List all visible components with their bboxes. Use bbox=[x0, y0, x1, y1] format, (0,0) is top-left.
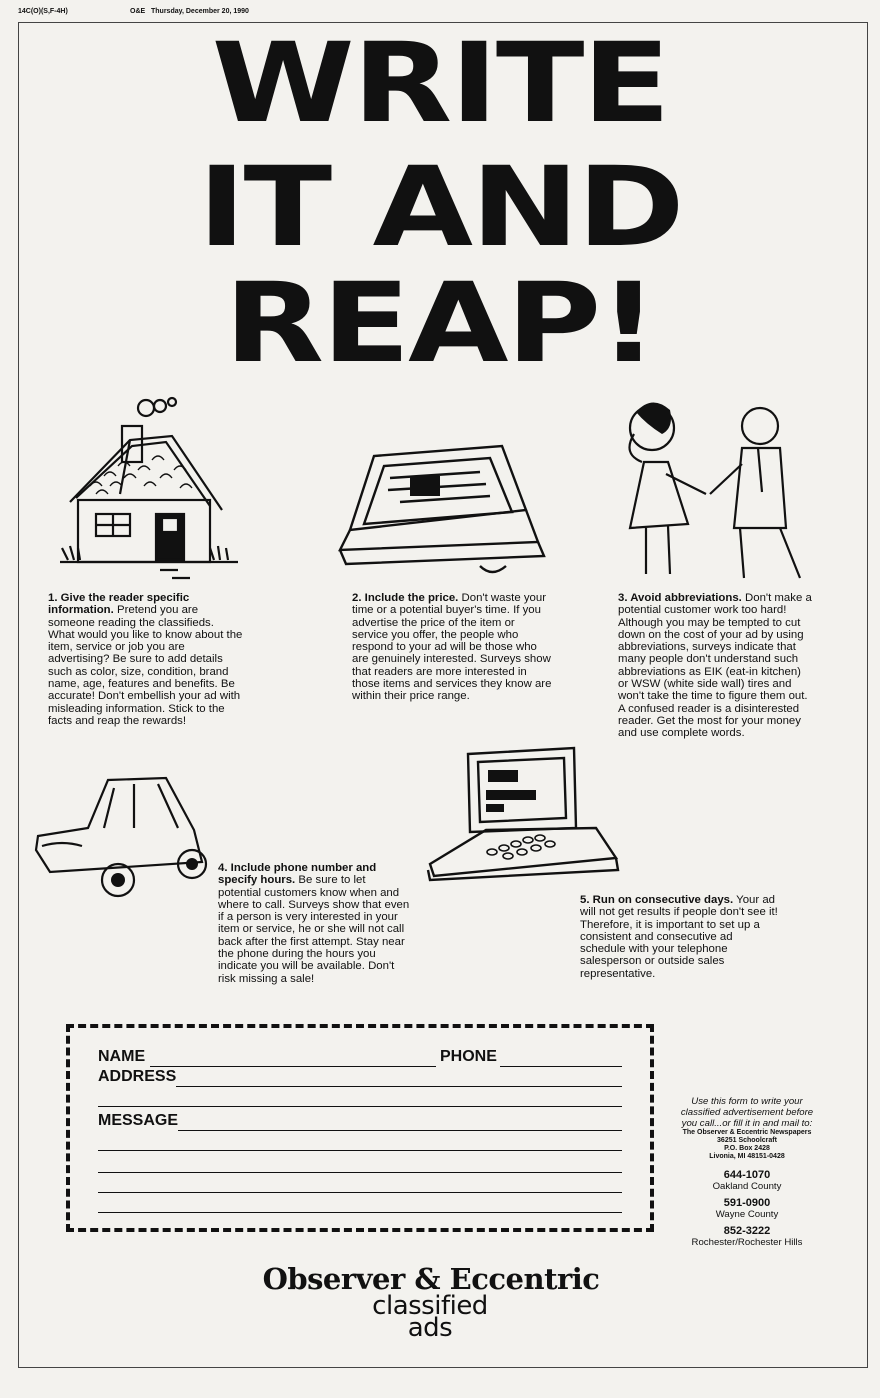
tip-1-body: Pretend you are someone reading the classifieds. What would you like to know about the item, service or job you are advertising? Be sure to add details such as color, size, condition, brand name, age, features and benefits. Be accurate! Don't embellish your ad with misleading information. Stick to the facts and reap the rewards! bbox=[48, 604, 243, 727]
folio-dateline: O&E Thursday, December 20, 1990 bbox=[130, 8, 249, 15]
tip-1-lead: 1. Give the reader specific information. bbox=[48, 592, 190, 617]
car-illustration bbox=[30, 772, 210, 902]
phone-wayne: 591-0900 bbox=[723, 1197, 771, 1209]
phone-oakland: 644-1070 bbox=[723, 1169, 771, 1181]
briefcase-illustration bbox=[330, 438, 555, 583]
house-illustration bbox=[60, 390, 240, 585]
name-field[interactable] bbox=[150, 1066, 436, 1067]
tip-5-lead: 5. Run on consecutive days. bbox=[580, 894, 734, 906]
po-box: P.O. Box 2428 bbox=[724, 1145, 770, 1152]
tip-3 bbox=[618, 592, 814, 740]
headline-line-1: WRITE bbox=[211, 19, 669, 147]
phone-wayne-area: Wayne County bbox=[715, 1209, 779, 1220]
couple-illustration bbox=[610, 398, 820, 588]
tip-5 bbox=[580, 894, 778, 980]
tip-4 bbox=[218, 862, 410, 985]
phone-oakland-area: Oakland County bbox=[712, 1181, 782, 1192]
tip-2-body: Don't waste your time or a potential buyer's time. If you advertise the price of the item or service you offer, the people who respond to your ad will be those who are genuinely interested. Surveys show that readers are more interested in those items and services they know are within their price range. bbox=[352, 592, 552, 703]
tip-3-body: Don't make a potential customer work too hard! Although you may be tempted to cut down on the cost of your ad by using abbreviations, surveys indicate that many people don't understand such abbreviations as EIK (eat-in kitchen) or WSW (white side wall) tires and won't take the time to figure them out. A confused reader is a disinterested reader. Get the most for your money and use complete words. bbox=[618, 592, 812, 740]
headline-line-3: REAP! bbox=[224, 259, 656, 387]
street-address: 36251 Schoolcraft bbox=[717, 1137, 777, 1144]
message-field-line-3[interactable] bbox=[98, 1172, 622, 1173]
ad-order-form bbox=[66, 1024, 654, 1232]
message-field-line-2[interactable] bbox=[98, 1150, 622, 1151]
headline-line-2: IT AND bbox=[197, 143, 683, 271]
phone-rochester-area: Rochester/Rochester Hills bbox=[691, 1237, 803, 1248]
tip-2-lead: 2. Include the price. bbox=[352, 592, 459, 604]
tip-4-lead: 4. Include phone number and specify hours. bbox=[218, 862, 377, 887]
folio-page-code: 14C(O)(S,F-4H) bbox=[18, 8, 68, 15]
tip-1 bbox=[48, 592, 243, 727]
address-field[interactable] bbox=[176, 1086, 622, 1087]
city-state-zip: Livonia, MI 48151-0428 bbox=[709, 1153, 785, 1160]
observer-eccentric-logo: Observer & Eccentric bbox=[262, 1262, 600, 1296]
tip-3-lead: 3. Avoid abbreviations. bbox=[618, 592, 742, 604]
address-field-line-2[interactable] bbox=[98, 1106, 622, 1107]
phone-rochester: 852-3222 bbox=[723, 1225, 771, 1237]
logo-ads: ads bbox=[407, 1313, 453, 1343]
phone-label: PHONE bbox=[440, 1048, 497, 1065]
message-label: MESSAGE bbox=[98, 1112, 179, 1129]
mail-instructions: Use this form to write your classified advertisement before you call...or fill it in and mail to: bbox=[680, 1096, 814, 1129]
tip-4-body: Be sure to let potential customers know when and where to call. Surveys show that even if a person is very interested in your item or service, he or she will not call back after the first attempt. Stay near the phone during the hours you indicate you will be available. Don't risk missing a sale! bbox=[218, 874, 410, 985]
address-label: ADDRESS bbox=[98, 1068, 177, 1085]
name-label: NAME bbox=[98, 1048, 146, 1065]
phone-field[interactable] bbox=[500, 1066, 622, 1067]
mail-instructions-block bbox=[672, 1096, 822, 1248]
computer-illustration bbox=[426, 744, 626, 884]
message-field-line-4[interactable] bbox=[98, 1192, 622, 1193]
tip-2 bbox=[352, 592, 552, 703]
logo-classified: classified bbox=[372, 1291, 488, 1321]
message-field-line-5[interactable] bbox=[98, 1212, 622, 1213]
tip-5-body: Your ad will not get results if people don't see it! Therefore, it is important to set up a consistent and consecutive ad schedule with your telephone salesperson or outside sales representative. bbox=[580, 894, 778, 980]
company-name: The Observer & Eccentric Newspapers bbox=[682, 1129, 812, 1136]
message-field[interactable] bbox=[178, 1130, 622, 1131]
